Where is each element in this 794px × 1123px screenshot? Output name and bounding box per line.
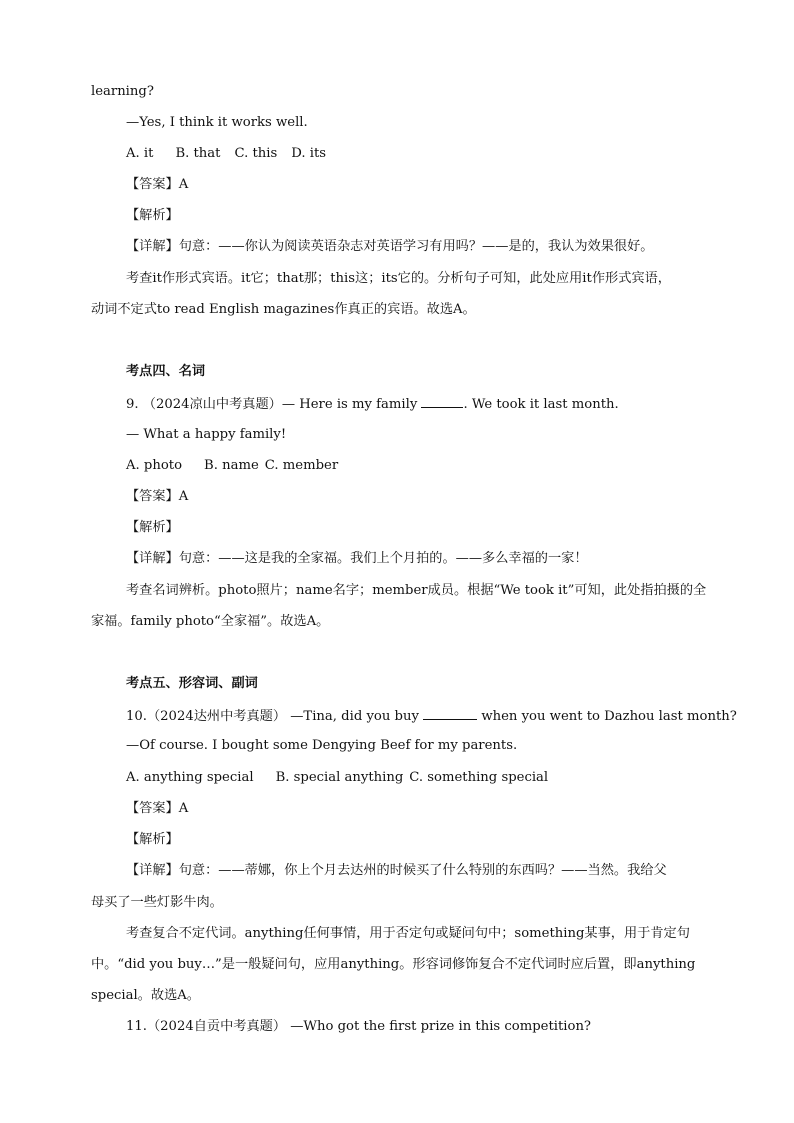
q9-answer-blank [421, 394, 463, 408]
q10-stem-part-2: when you went to Dazhou last month? [481, 709, 737, 724]
q10-detail-line-2: 母买了一些灯影牛肉。 [91, 895, 223, 910]
q10-explanation-line-3: special。故选A。 [91, 988, 200, 1003]
q9-explanation-line-2: 家福。family photo“全家福”。故选A。 [91, 614, 330, 629]
q9-stem-part-1: 9. （2024凉山中考真题）— Here is my family [126, 397, 418, 412]
q8-answer: 【答案】A [126, 177, 189, 192]
q9-explanation-line-1: 考查名词辨析。photo照片；name名字；member成员。根据“We took it”可知，此处指拍摄的全 [126, 583, 707, 598]
q10-stem-part-1: 10.（2024达州中考真题） —Tina, did you buy [126, 709, 419, 724]
q8-option-a: A. it [126, 146, 154, 161]
q10-answer-blank [423, 706, 477, 720]
q10-option-a: A. anything special [126, 770, 254, 785]
q9-detail: 【详解】句意：——这是我的全家福。我们上个月拍的。——多么幸福的一家！ [126, 551, 588, 566]
q8-options [126, 145, 326, 163]
q8-option-b: B. that [175, 146, 221, 161]
q10-stem [126, 706, 737, 726]
q10-option-b: B. special anything [275, 770, 404, 785]
section-heading-nouns: 考点四、名词 [126, 364, 206, 379]
q8-option-c: C. this [234, 146, 278, 161]
q9-options [126, 457, 338, 475]
q10-options [126, 769, 548, 787]
q8-explanation-line-2: 动词不定式to read English magazines作真正的宾语。故选A。 [91, 302, 476, 317]
q8-option-d: D. its [291, 146, 327, 161]
q10-detail-line-1: 【详解】句意：——蒂娜，你上个月去达州的时候买了什么特别的东西吗？——当然。我给父 [126, 863, 667, 878]
q8-analysis-label: 【解析】 [126, 208, 179, 223]
q9-stem [126, 394, 619, 414]
q10-option-c: C. something special [409, 770, 549, 785]
section-heading-adjectives-adverbs: 考点五、形容词、副词 [126, 676, 258, 691]
q8-reply: —Yes, I think it works well. [126, 115, 308, 130]
q10-answer: 【答案】A [126, 801, 189, 816]
q9-answer: 【答案】A [126, 489, 189, 504]
q10-analysis-label: 【解析】 [126, 832, 179, 847]
q10-explanation-line-1: 考查复合不定代词。anything任何事情，用于否定句或疑问句中；something某事，用于肯定句 [126, 926, 690, 941]
q9-option-c: C. member [264, 458, 339, 473]
q8-stem-continued: learning? [91, 84, 154, 99]
q11-stem: 11.（2024自贡中考真题） —Who got the first prize in this competition? [126, 1019, 592, 1034]
q9-reply: — What a happy family! [126, 427, 287, 442]
q9-option-a: A. photo [126, 458, 183, 473]
q10-explanation-line-2: 中。“did you buy…”是一般疑问句，应用anything。形容词修饰复合不定代词时应后置，即anything [91, 957, 696, 972]
q9-stem-part-2: . We took it last month. [463, 397, 619, 412]
q9-option-b: B. name [204, 458, 259, 473]
q8-explanation-line-1: 考查it作形式宾语。it它；that那；this这；its它的。分析句子可知，此处应用it作形式宾语， [126, 271, 671, 286]
q10-reply: —Of course. I bought some Dengying Beef for my parents. [126, 738, 518, 753]
q8-detail: 【详解】句意：——你认为阅读英语杂志对英语学习有用吗？——是的，我认为效果很好。 [126, 239, 654, 254]
q9-analysis-label: 【解析】 [126, 520, 179, 535]
